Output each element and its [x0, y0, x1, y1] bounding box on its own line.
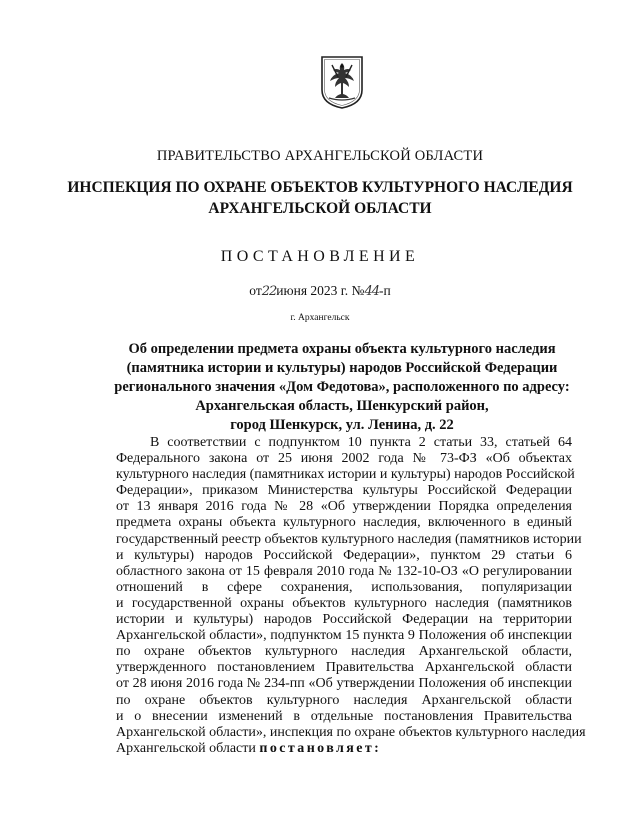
date-rest: июня 2023 г. № [276, 283, 365, 298]
body-line: государственный реестр объектов культурного наследия (памятников истории [116, 531, 582, 547]
inspection-name-line2: АРХАНГЕЛЬСКОЙ ОБЛАСТИ [208, 200, 432, 217]
government-name: ПРАВИТЕЛЬСТВО АРХАНГЕЛЬСКОЙ ОБЛАСТИ [156, 148, 484, 164]
body-line: по охране объектов культурного наследия Архангельской области, [116, 644, 572, 660]
body-line: Федерального закона от 25 июня 2002 года № 73-ФЗ «Об объектах [116, 451, 572, 467]
body-line: по охране объектов культурного наследия Архангельской области [116, 692, 572, 708]
body-line: Архангельской области», подпунктом 15 пункта 9 Положения об инспекции [116, 628, 572, 644]
body-line: В соответствии с подпунктом 10 пункта 2 статьи 33, статьей 64 [150, 435, 572, 450]
resolves-keyword: постановляет: [259, 740, 382, 756]
body-line: Архангельской области», инспекция по охране объектов культурного наследия [116, 724, 586, 740]
handwritten-number: 44 [364, 284, 379, 299]
body-line: и о внесении изменений в отдельные постановления Правительства [116, 708, 572, 724]
decree-date-number [0, 283, 640, 299]
body-line: от 28 июня 2016 года № 234-пп «Об утверждении Положения об инспекции [116, 676, 572, 692]
body-line: культурного наследия (памятниках истории и культуры) народов Российской [116, 467, 575, 483]
body-line: и государственной охраны объектов культурного наследия (памятников [116, 595, 572, 611]
title-line: (памятника истории и культуры) народов Российской Федерации [126, 360, 558, 376]
body-line: Федерации», приказом Министерства культуры Российской Федерации [116, 483, 572, 499]
document-body [116, 435, 586, 757]
body-line: отношений в сфере сохранения, использования, популяризации [116, 579, 572, 595]
issuing-city: г. Архангельск [290, 313, 350, 323]
title-line: город Шенкурск, ул. Ленина, д. 22 [230, 417, 454, 433]
date-prefix: от [249, 283, 262, 298]
body-line: истории и культуры) народов Российской Федерации на территории [116, 612, 572, 628]
title-line: Архангельская область, Шенкурский район, [195, 398, 489, 414]
number-suffix: -п [378, 283, 391, 298]
body-line: и культуры) народов Российской Федерации», пунктом 29 статьи 6 [116, 547, 572, 563]
document-title [110, 340, 574, 435]
body-line-final [116, 741, 572, 757]
coat-of-arms-emblem [318, 54, 366, 110]
handwritten-day: 22 [261, 284, 277, 299]
body-line: предмета охраны объекта культурного наследия, включенного в единый [116, 515, 572, 531]
document-type-heading: ПОСТАНОВЛЕНИЕ [220, 248, 420, 265]
inspection-name [0, 177, 640, 219]
body-line: от 13 января 2016 года № 28 «Об утверждении Порядка определения [116, 499, 572, 515]
final-line-start: Архангельской области [116, 740, 260, 756]
title-line: Об определении предмета охраны объекта культурного наследия [128, 341, 556, 357]
title-line: регионального значения «Дом Федотова», расположенного по адресу: [114, 379, 570, 395]
inspection-name-line1: ИНСПЕКЦИЯ ПО ОХРАНЕ ОБЪЕКТОВ КУЛЬТУРНОГО НАСЛЕДИЯ [67, 179, 573, 196]
body-line: областного закона от 15 февраля 2010 года № 132-10-ОЗ «О регулировании [116, 563, 572, 579]
body-line: утвержденного постановлением Правительства Архангельской области [116, 660, 572, 676]
